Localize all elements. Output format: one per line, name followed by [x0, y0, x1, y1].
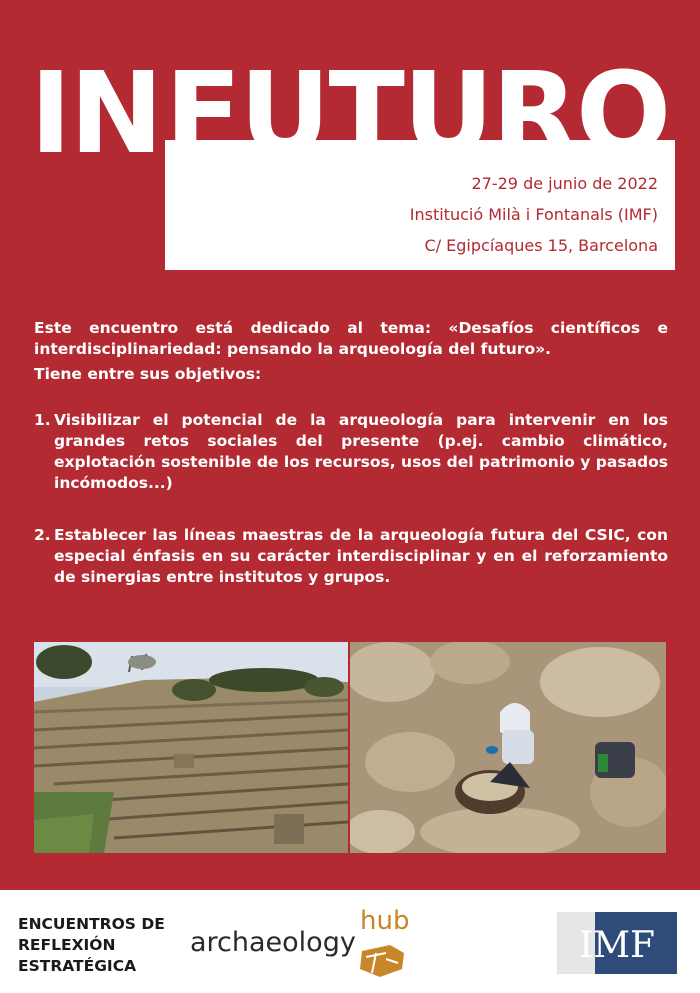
objective-item: [34, 525, 668, 588]
terraces-photo: [34, 642, 348, 853]
objective-number: 1.: [34, 411, 51, 429]
archaeology-hub-logo-mark: [190, 903, 420, 978]
objective-number: 2.: [34, 526, 51, 544]
imf-logo: [557, 912, 677, 974]
objectives-label: Tiene entre sus objetivos:: [34, 365, 262, 383]
hub-logo-word-hub: hub: [360, 906, 410, 936]
terraces-photo-illustration: [34, 642, 348, 853]
hub-logo-word-archaeology: archaeology: [190, 927, 356, 958]
event-date: 27-29 de junio de 2022: [471, 174, 658, 193]
excavation-photo: [350, 642, 666, 853]
intro-paragraph: Este encuentro está dedicado al tema: «Desafíos científicos e interdisciplinariedad: pensando la arqueología del futuro».: [34, 319, 668, 358]
title-in: IN: [30, 49, 162, 179]
event-address: C/ Egipcíaques 15, Barcelona: [424, 236, 658, 255]
series-line: ENCUENTROS DE: [18, 915, 165, 933]
objectives-list: [34, 410, 668, 588]
series-line: ESTRATÉGICA: [18, 957, 137, 975]
series-line: REFLEXIÓN: [18, 936, 116, 954]
body-text: [34, 318, 668, 588]
objective-text: Establecer las líneas maestras de la arqueología futura del CSIC, con especial énfasis en su carácter interdisciplinar y en el reforzamiento de sinergias entre institutos y grupos.: [54, 526, 668, 586]
objective-item: [34, 410, 668, 494]
excavation-photo-illustration: [350, 642, 666, 853]
imf-logo-mark: [557, 912, 677, 974]
event-info: [410, 168, 658, 261]
title-futuro: FUTURO: [165, 49, 670, 179]
archaeology-hub-logo: [190, 903, 420, 978]
series-title: [18, 914, 165, 977]
objective-text: Visibilizar el potencial de la arqueología para intervenir en los grandes retos sociales del presente (p.ej. cambio climático, explotación sostenible de los recursos, usos del patrimonio y pasados incómodos...): [54, 411, 668, 492]
event-venue: Institució Milà i Fontanals (IMF): [409, 205, 658, 224]
imf-logo-text: IMF: [578, 925, 656, 966]
